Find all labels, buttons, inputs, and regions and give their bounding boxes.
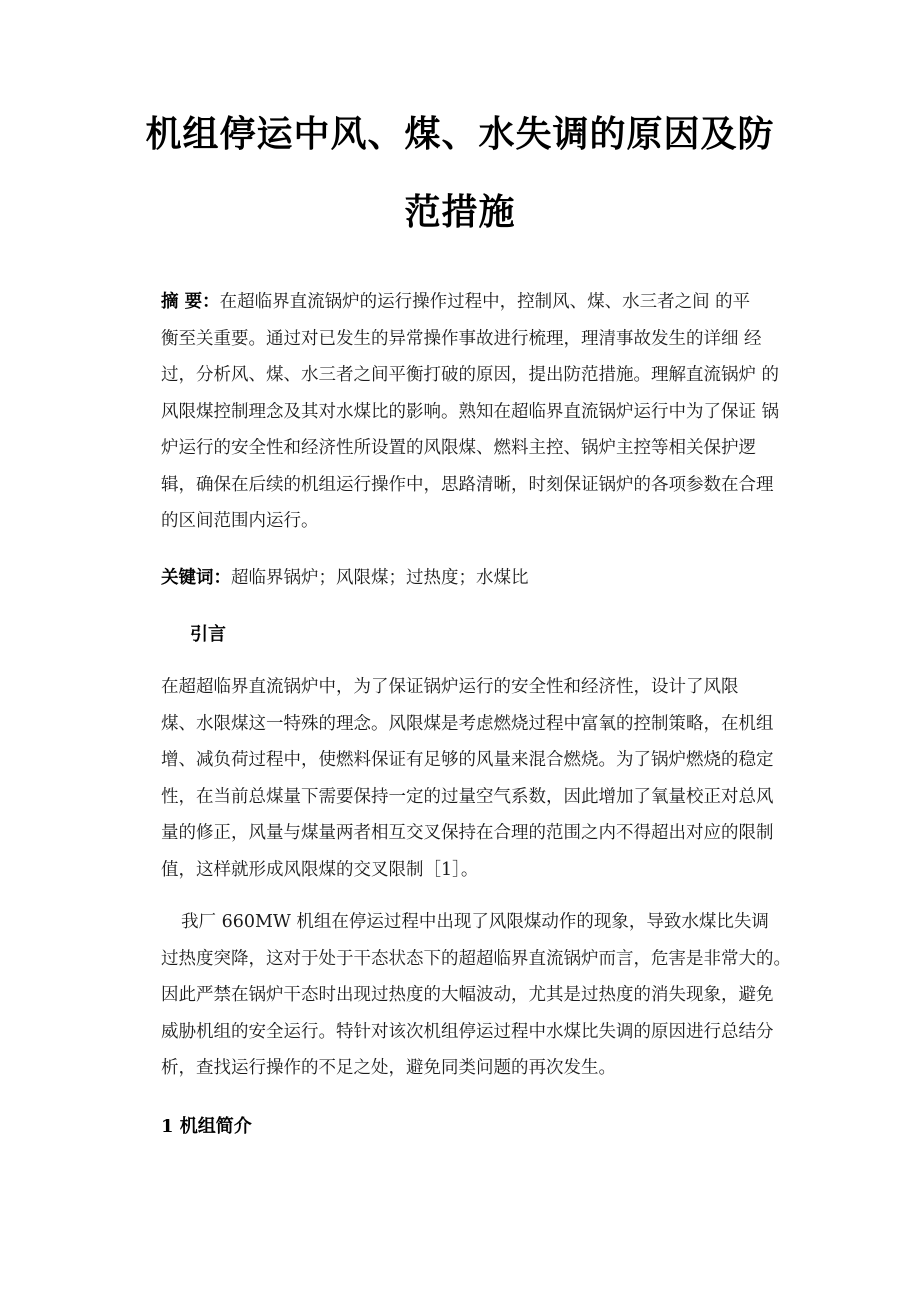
- document-title-line-2: 范措施: [404, 192, 516, 233]
- abstract-line-2: 衡至关重要。通过对已发生的异常操作事故进行梳理，理清事故发生的详细 经: [161, 328, 762, 349]
- keywords-text: 超临界锅炉；风限煤；过热度；水煤比: [231, 568, 529, 588]
- abstract-line-7: 的区间范围内运行。: [161, 511, 319, 531]
- abstract-text-1: 在超临界直流锅炉的运行操作过程中，控制风、煤、水三者之间 的平: [219, 292, 751, 312]
- intro-line-6: 值，这样就形成风限煤的交叉限制［1］。: [161, 859, 479, 880]
- plant-paragraph: [161, 904, 801, 1087]
- section-1-heading: 1 机组简介: [161, 1116, 252, 1137]
- abstract-line-5: 炉运行的安全性和经济性所设置的风限煤、燃料主控、锅炉主控等相关保护逻: [161, 438, 756, 458]
- keywords-paragraph: [161, 560, 801, 597]
- abstract-line-1: [161, 284, 801, 321]
- plant-line-4: 威胁机组的安全运行。特针对该次机组停运过程中水煤比失调的原因进行总结分: [161, 1021, 774, 1042]
- plant-line-1: 我厂 660MW 机组在停运过程中出现了风限煤动作的现象，导致水煤比失调: [181, 912, 769, 932]
- intro-paragraph: [161, 669, 801, 888]
- abstract-label: 摘 要：: [161, 292, 220, 312]
- plant-line-5: 析，查找运行操作的不足之处，避免同类问题的再次发生。: [161, 1058, 616, 1078]
- keywords-label: 关键词：: [161, 568, 231, 588]
- intro-line-4: 性，在当前总煤量下需要保持一定的过量空气系数，因此增加了氧量校正对总风: [161, 786, 774, 807]
- intro-heading: 引言: [190, 624, 226, 645]
- intro-line-5: 量的修正，风量与煤量两者相互交叉保持在合理的范围之内不得超出对应的限制: [161, 823, 774, 843]
- keywords-line: [161, 560, 801, 597]
- document-title-line-1: 机组停运中风、煤、水失调的原因及防: [145, 114, 775, 155]
- abstract-line-3: 过，分析风、煤、水三者之间平衡打破的原因，提出防范措施。理解直流锅炉 的: [161, 365, 780, 385]
- intro-line-1: 在超超临界直流锅炉中，为了保证锅炉运行的安全性和经济性，设计了风限: [161, 677, 739, 697]
- intro-line-2: 煤、水限煤这一特殊的理念。风限煤是考虑燃烧过程中富氧的控制策略，在机组: [161, 713, 774, 734]
- abstract-paragraph: [161, 284, 801, 540]
- plant-line-2: 过热度突降，这对于处于干态状态下的超超临界直流锅炉而言，危害是非常大的。: [161, 948, 791, 969]
- abstract-line-6: 辑，确保在后续的机组运行操作中，思路清晰，时刻保证锅炉的各项参数在合理: [161, 474, 774, 495]
- abstract-line-4: 风限煤控制理念及其对水煤比的影响。熟知在超临界直流锅炉运行中为了保证 锅: [161, 401, 780, 422]
- plant-line-3: 因此严禁在锅炉干态时出现过热度的大幅波动，尤其是过热度的消失现象，避免: [161, 985, 774, 1005]
- intro-line-3: 增、减负荷过程中，使燃料保证有足够的风量来混合燃烧。为了锅炉燃烧的稳定: [161, 750, 774, 770]
